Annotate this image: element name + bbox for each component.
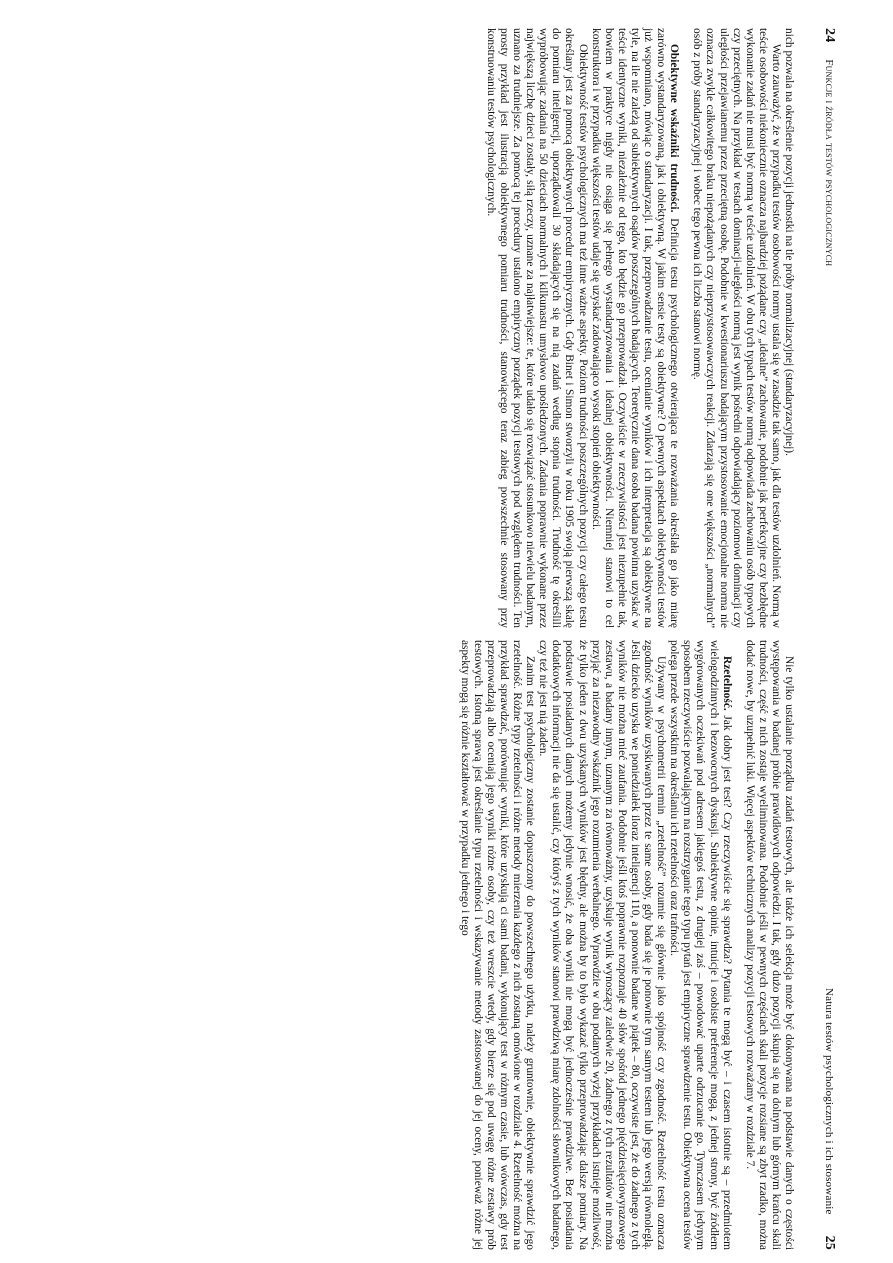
paragraph: Nie tylko ustalanie porządku zadań testowych, ale także ich selekcja może być dokonywana na podstawie danych o częstości występowania w badanej próbie prawidłowych odpowiedzi. I tak, gdy dużo pozycji skupia się na dolnym lub górnym krańcu skali trudności, część z nich zostaje wyeliminowana. Podobnie jeśli w pewnych częściach skali pozycje rozsiane są zbyt rzadko, można dodać nowe, by uzupełnić luki. Więcej aspektów technicznych analizy pozycji testowych rozważamy w rozdziale 7. bbox=[743, 640, 795, 1250]
right-running-head bbox=[821, 640, 837, 1250]
paragraph: Zanim test psychologiczny zostanie dopuszczony do powszechnego użytku, należy gruntownie, obiektywnie sprawdzić jego rzetelność. Różne typy rzetelności i różne metody mierzenia każdego z nich zostaną omówione w rozdziale 4. Rzetelność można na przykład sprawdzać, porównując wyniki, które uzyskują ci sami badani, wykonujący test w różnym czasie, lub wówczas, gdy test przeprowadzają albo oceniają jego wyniki różne osoby, czy też wreszcie wtedy, gdy bierze się pod uwagę różne zestawy prób testowych. Istotną sprawą jest określanie typu rzetelności i wskazywanie metody zastosowanej do jej oceny, ponieważ różne jej aspekty mogą się różnie kształtować w przypadku jednego i tego bbox=[458, 640, 537, 1250]
paragraph: Warto zauważyć, że w przypadku testów osobowości normy ustala się w zasadzie tak samo, jak dla testów uzdolnień. Normą w teście osobowości niekoniecznie oznacza najbardziej pożądane czy „idealne” zachowanie, podobnie jak perfekcyjne czy bezbłędne wykonanie zadań nie musi być normą w teście uzdolnień. W obu tych typach testów normą odpowiada zachowaniu osób typowych czy przeciętnych. Na przykład w testach dominacji-uległości normą jest wynik pośredni odpowiadający poziomowi dominacji czy uległości przejawianemu przez przeciętną osobę. Podobnie w kwestionariuszu badającym przystosowanie emocjonalne norma nie oznacza zwykle całkowitego braku niepożądanych czy nieprzystosowawczych reakcji. Zdarzają się one większości „normalnych” osób z próby standaryzacyjnej i wobec tego pewna ich liczba stanowi normę. bbox=[691, 28, 782, 628]
paragraph: Używany w psychometrii termin „rzetelność” rozumie się głównie jako spójność czy zgodność. Rzetelność testu oznacza zgodność wyników uzyskiwanych przez te same osoby, gdy bada się je ponownie tym samym testem lub jego wersją równoległą. Jeśli dziecko uzyska we poniedziałek iloraz inteligencji 110, a ponownie badane w piątek – 80, oczywiste jest, że do żadnego z tych wyników nie można mieć zaufania. Podobnie jeśli ktoś poprawnie rozpoznaje 40 słów spośród jednego pięćdziesięciowyrazowego zestawu, a badany innym, uznanym za równoważny, uzyskuje wynik wynoszący zaledwie 20, żadnego z tych rezultatów nie można przyjąć za niezawodny wskaźnik jego rozumienia werbalnego. Wprawdzie w obu podanych wyżej przykładach istnieje możliwość, że tylko jeden z dwu uzyskanych wyników jest błędny, ale można by to było wykazać tylko przeprowadzając dalsze pomiary. Na podstawie posiadanych danych możemy jedynie wnosić, że oba wyniki nie mogą być jednocześnie prawdziwe. Bez posiadania dodatkowych informacji nie da się ustalić, czy któryś z tych wyników stanowi prawdziwą miarę zdolności słownikowych badanego, czy też nie jest nią żaden. bbox=[537, 640, 668, 1250]
paragraph-text: Jak dobry jest test? Czy rzeczywiście się sprawdza? Pytania te mogą być – i czasem istotnie są – przedmiotem wielogodzinnych i bezowocnych dyskusji. Subiektywne opinie, intuicje i osobiste preferencje mogą, z jednej strony, być źródłem wygórowanych oczekiwań pod adresem jakiegoś testu, z drugiej zaś – powodować uparte odrzucanie go. Tymczasem jedynym sposobem rzeczywiście pozwalającym na rozstrzyganie tego typu pytań jest empiryczne sprawdzenie testu. Obiektywna ocena testów polega przede wszystkim na określaniu ich rzetelności oraz trafności. bbox=[668, 640, 733, 1250]
section-paragraph bbox=[667, 640, 732, 1250]
right-page bbox=[0, 640, 893, 1250]
left-page-body bbox=[484, 28, 795, 628]
left-page bbox=[0, 28, 893, 628]
right-running-title: Natura testów psychologicznych i ich stosowanie bbox=[823, 988, 835, 1215]
paragraph: nich pozwala na określenie pozycji jednostki na tle próby normalizacyjnej (standaryzacyjnej). bbox=[783, 28, 795, 456]
paragraph-text: Definicja testu psychologicznego otwierająca te rozważania określała go jako miarę zarówno wystandaryzowaną, jak i obiektywną. W jakim sensie testy są obiektywne? O pewnych aspektach obiektywności testów już wspomniano, mówiąc o standaryzacji. I tak, przeprowadzanie testu, ocenianie wyników i ich interpretacja są obiektywne na tyle, na ile nie zależą od subiektywnych osądów poszczególnych badających. Teoretycznie dana osoba badana powinna uzyskać w teście identyczne wyniki, niezależnie od tego, kto będzie go przeprowadzał. Oczywiście w rzeczywistości jest niezupełnie tak, bowiem w praktyce nigdy nie osiąga się pełnego wystandaryzowania i idealnej obiektywności. Niemniej stanowi to cel konstruktora i w przypadku większości testów udaje się uzyskać zadowalająco wysoki stopień obiektywności. bbox=[589, 28, 681, 628]
left-running-title: Funkcje i źródła testów psychologicznych bbox=[823, 59, 835, 267]
right-page-number: 25 bbox=[822, 1235, 837, 1250]
right-page-body bbox=[458, 640, 795, 1250]
left-running-head bbox=[821, 28, 837, 628]
section-heading: Obiektywne wskaźniki trudności. bbox=[668, 44, 681, 213]
left-page-number: 24 bbox=[822, 28, 837, 43]
paragraph: Obiektywność testów psychologicznych ma też inne ważne aspekty. Poziom trudności poszczególnych pozycji czy całego testu określany jest za pomocą obiektywnych procedur empirycznych. Gdy Binet i Simon stworzyli w roku 1905 swoją pierwszą skalę do pomiaru inteligencji, uporządkowali 30 składających się na nią zadań według stopnia trudności. Trudność tę określili wypróbowując zadania na 50 dzieciach normalnych i kilkunastu umysłowo upośledzonych. Zadania poprawnie wykonane przez największą liczbę dzieci zostały, siłą rzeczy, uznane za najłatwiejsze: te, które udało się rozwiązać stosunkowo niewielu badanym, uznano za trudniejsze. Za pomocą tej procedury ustalono empiryczny porządek pozycji testowych pod względem trudności. Ten prosty przykład jest ilustracją obiektywnego pomiaru trudności, stanowiącego teraz zabieg powszechnie stosowany przy konstruowaniu testów psychologicznych. bbox=[484, 28, 589, 628]
section-paragraph bbox=[589, 28, 681, 628]
section-heading: Rzetelność. bbox=[720, 656, 733, 711]
